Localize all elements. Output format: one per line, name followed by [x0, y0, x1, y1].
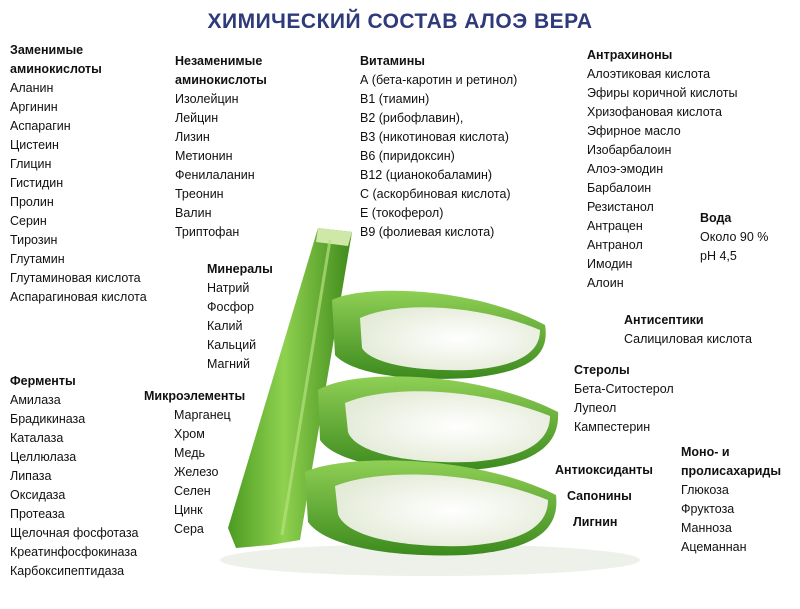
replaceable-amino-heading-2: аминокислоты	[10, 62, 102, 76]
list-item: Триптофан	[175, 225, 240, 239]
list-item: Целлюлаза	[10, 450, 77, 464]
list-item: Кампестерин	[574, 420, 651, 434]
list-item: Железо	[174, 465, 219, 479]
list-item: Манноза	[681, 521, 732, 535]
sterols-heading: Стеролы	[574, 363, 630, 377]
list-item: Метионин	[175, 149, 233, 163]
list-item: Барбалоин	[587, 181, 652, 195]
list-item: Аспарагиновая кислота	[10, 290, 147, 304]
saccharides-heading-2: пролисахариды	[681, 464, 782, 478]
essential-amino-block	[175, 52, 267, 242]
list-item: Глутаминовая кислота	[10, 271, 141, 285]
list-item: Марганец	[174, 408, 231, 422]
list-item: pH 4,5	[700, 249, 737, 263]
list-item: Селен	[174, 484, 211, 498]
list-item: Ацеманнан	[681, 540, 747, 554]
list-item: Фенилаланин	[175, 168, 255, 182]
list-item: Цистеин	[10, 138, 59, 152]
list-item: С (аскорбиновая кислота)	[360, 187, 511, 201]
list-item: В6 (пиридоксин)	[360, 149, 455, 163]
list-item: Липаза	[10, 469, 52, 483]
list-item: Кальций	[207, 338, 257, 352]
list-item: Изолейцин	[175, 92, 239, 106]
list-item: Антрацен	[587, 219, 643, 233]
list-item: Пролин	[10, 195, 54, 209]
list-item: Серин	[10, 214, 47, 228]
list-item: Алоэтиковая кислота	[587, 67, 711, 81]
water-heading: Вода	[700, 211, 732, 225]
essential-amino-heading-2: аминокислоты	[175, 73, 267, 87]
aloe-slice-bottom	[305, 460, 556, 555]
list-item: Брадикиназа	[10, 412, 86, 426]
microelements-heading: Микроэлементы	[144, 389, 246, 403]
list-item: Цинк	[174, 503, 203, 517]
list-item: Креатинфосфокиназа	[10, 545, 138, 559]
enzymes-block	[10, 372, 139, 581]
list-item: Изобарбалоин	[587, 143, 672, 157]
list-item: Каталаза	[10, 431, 64, 445]
list-item: Аспарагин	[10, 119, 71, 133]
saccharides-heading: Моно- и	[681, 445, 730, 459]
list-item: Гистидин	[10, 176, 64, 190]
list-item: Лейцин	[175, 111, 219, 125]
lignin-label	[573, 513, 617, 532]
list-item: Фруктоза	[681, 502, 735, 516]
antiseptics-heading: Антисептики	[624, 313, 704, 327]
list-item: Магний	[207, 357, 250, 371]
list-item: Аргинин	[10, 100, 58, 114]
list-item: Имодин	[587, 257, 633, 271]
list-item: Эфирное масло	[587, 124, 681, 138]
list-item: Аланин	[10, 81, 54, 95]
list-item: В12 (цианокобаламин)	[360, 168, 493, 182]
list-item: Оксидаза	[10, 488, 66, 502]
sterols-block	[574, 361, 674, 437]
list-item: Хром	[174, 427, 205, 441]
list-item: В3 (никотиновая кислота)	[360, 130, 509, 144]
list-item: Эфиры коричной кислоты	[587, 86, 738, 100]
antioxidants-label	[555, 461, 653, 480]
water-block	[700, 209, 768, 266]
saccharides-block	[681, 443, 781, 557]
list-item: В9 (фолиевая кислота)	[360, 225, 495, 239]
list-item: Алоэ-эмодин	[587, 162, 664, 176]
replaceable-amino-block	[10, 41, 147, 307]
list-item: Калий	[207, 319, 243, 333]
anthraquinones-heading: Антрахиноны	[587, 48, 673, 62]
list-item: Фосфор	[207, 300, 254, 314]
vitamins-block	[360, 52, 517, 242]
list-item: Тирозин	[10, 233, 58, 247]
list-item: Лизин	[175, 130, 210, 144]
lignin-heading: Лигнин	[573, 515, 618, 529]
list-item: Треонин	[175, 187, 224, 201]
list-item: Алоин	[587, 276, 624, 290]
list-item: В2 (рибофлавин),	[360, 111, 464, 125]
list-item: Натрий	[207, 281, 250, 295]
aloe-slice-top	[332, 291, 546, 379]
saponins-label	[567, 487, 632, 506]
list-item: Глюкоза	[681, 483, 729, 497]
essential-amino-heading: Незаменимые	[175, 54, 263, 68]
list-item: Около 90 %	[700, 230, 769, 244]
list-item: Бета-Ситостерол	[574, 382, 674, 396]
saponins-heading: Сапонины	[567, 489, 632, 503]
list-item: Резистанол	[587, 200, 654, 214]
list-item: Е (токоферол)	[360, 206, 444, 220]
list-item: Валин	[175, 206, 212, 220]
list-item: Щелочная фосфотаза	[10, 526, 139, 540]
list-item: Салициловая кислота	[624, 332, 752, 346]
list-item: Протеаза	[10, 507, 65, 521]
minerals-block	[207, 260, 273, 374]
list-item: Лупеол	[574, 401, 617, 415]
minerals-heading: Минералы	[207, 262, 273, 276]
enzymes-heading: Ферменты	[10, 374, 76, 388]
replaceable-amino-heading: Заменимые	[10, 43, 84, 57]
antioxidants-heading: Антиоксиданты	[555, 463, 653, 477]
aloe-slice-middle	[318, 376, 558, 470]
page-title: ХИМИЧЕСКИЙ СОСТАВ АЛОЭ ВЕРА	[207, 10, 593, 33]
microelements-block	[144, 387, 245, 539]
list-item: Сера	[174, 522, 204, 536]
list-item: Глутамин	[10, 252, 65, 266]
list-item: Глицин	[10, 157, 52, 171]
list-item: А (бета-каротин и ретинол)	[360, 73, 518, 87]
list-item: Амилаза	[10, 393, 61, 407]
list-item: В1 (тиамин)	[360, 92, 430, 106]
vitamins-heading: Витамины	[360, 54, 425, 68]
list-item: Карбоксипептидаза	[10, 564, 125, 578]
list-item: Медь	[174, 446, 206, 460]
list-item: Антранол	[587, 238, 643, 252]
antiseptics-block	[624, 311, 752, 349]
list-item: Хризофановая кислота	[587, 105, 722, 119]
